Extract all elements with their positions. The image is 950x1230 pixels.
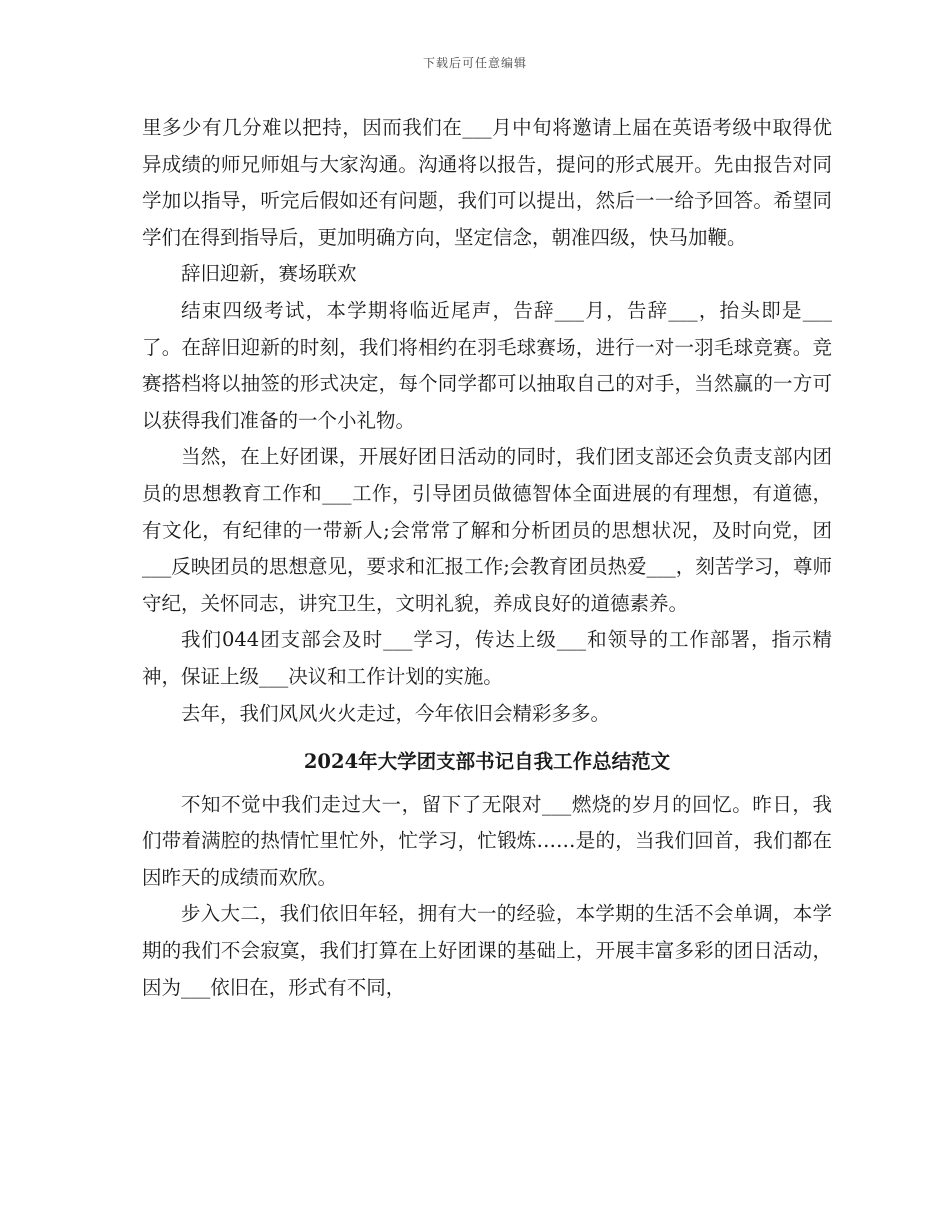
- section-paragraph-2: 步入大二，我们依旧年轻，拥有大一的经验，本学期的生活不会单调，本学期的我们不会寂寞，我们打算在上好团课的基础上，开展丰富多彩的团日活动，因为___依旧在，形式有不同，: [142, 902, 832, 999]
- paragraph-heading-farewell: 辞旧迎新，赛场联欢: [181, 262, 357, 286]
- section-paragraph-1: 不知不觉中我们走过大一，留下了无限对___燃烧的岁月的回忆。昨日，我们带着满腔的热情忙里忙外，忙学习，忙锻炼……是的，当我们回首，我们都在因昨天的成绩而欢欣。: [142, 792, 832, 889]
- paragraph-6: 去年，我们风风火火走过，今年依旧会精彩多多。: [181, 701, 611, 725]
- paragraph-4: 当然，在上好团课，开展好团日活动的同时，我们团支部还会负责支部内团员的思想教育工作和___工作，引导团员做德智体全面进展的有理想，有道德，有文化，有纪律的一带新人;会常常了解和分析团员的思想状况，及时向党，团___反映团员的思想意见，要求和汇报工作;会教育团员热爱___，刻苦学习，尊师守纪，关怀同志，讲究卫生，文明礼貌，养成良好的道德素养。: [142, 445, 832, 615]
- header-note: 下载后可任意编辑: [422, 56, 527, 70]
- paragraph-3: 结束四级考试，本学期将临近尾声，告辞___月，告辞___，抬头即是___了。在辞旧迎新的时刻，我们将相约在羽毛球赛场，进行一对一羽毛球竞赛。竞赛搭档将以抽签的形式决定，每个同学都可以抽取自己的对手，当然赢的一方可以获得我们准备的一个小礼物。: [142, 298, 832, 432]
- section-title: 2024年大学团支部书记自我工作总结范文: [303, 750, 671, 774]
- paragraph-5: 我们044团支部会及时___学习，传达上级___和领导的工作部署，指示精神，保证上级___决议和工作计划的实施。: [142, 628, 832, 688]
- paragraph-1: 里多少有几分难以把持，因而我们在___月中旬将邀请上届在英语考级中取得优异成绩的师兄师姐与大家沟通。沟通将以报告，提问的形式展开。先由报告对同学加以指导，听完后假如还有问题，我们可以提出，然后一一给予回答。希望同学们在得到指导后，更加明确方向，坚定信念，朝准四级，快马加鞭。: [142, 116, 832, 249]
- document-body: [142, 110, 832, 1006]
